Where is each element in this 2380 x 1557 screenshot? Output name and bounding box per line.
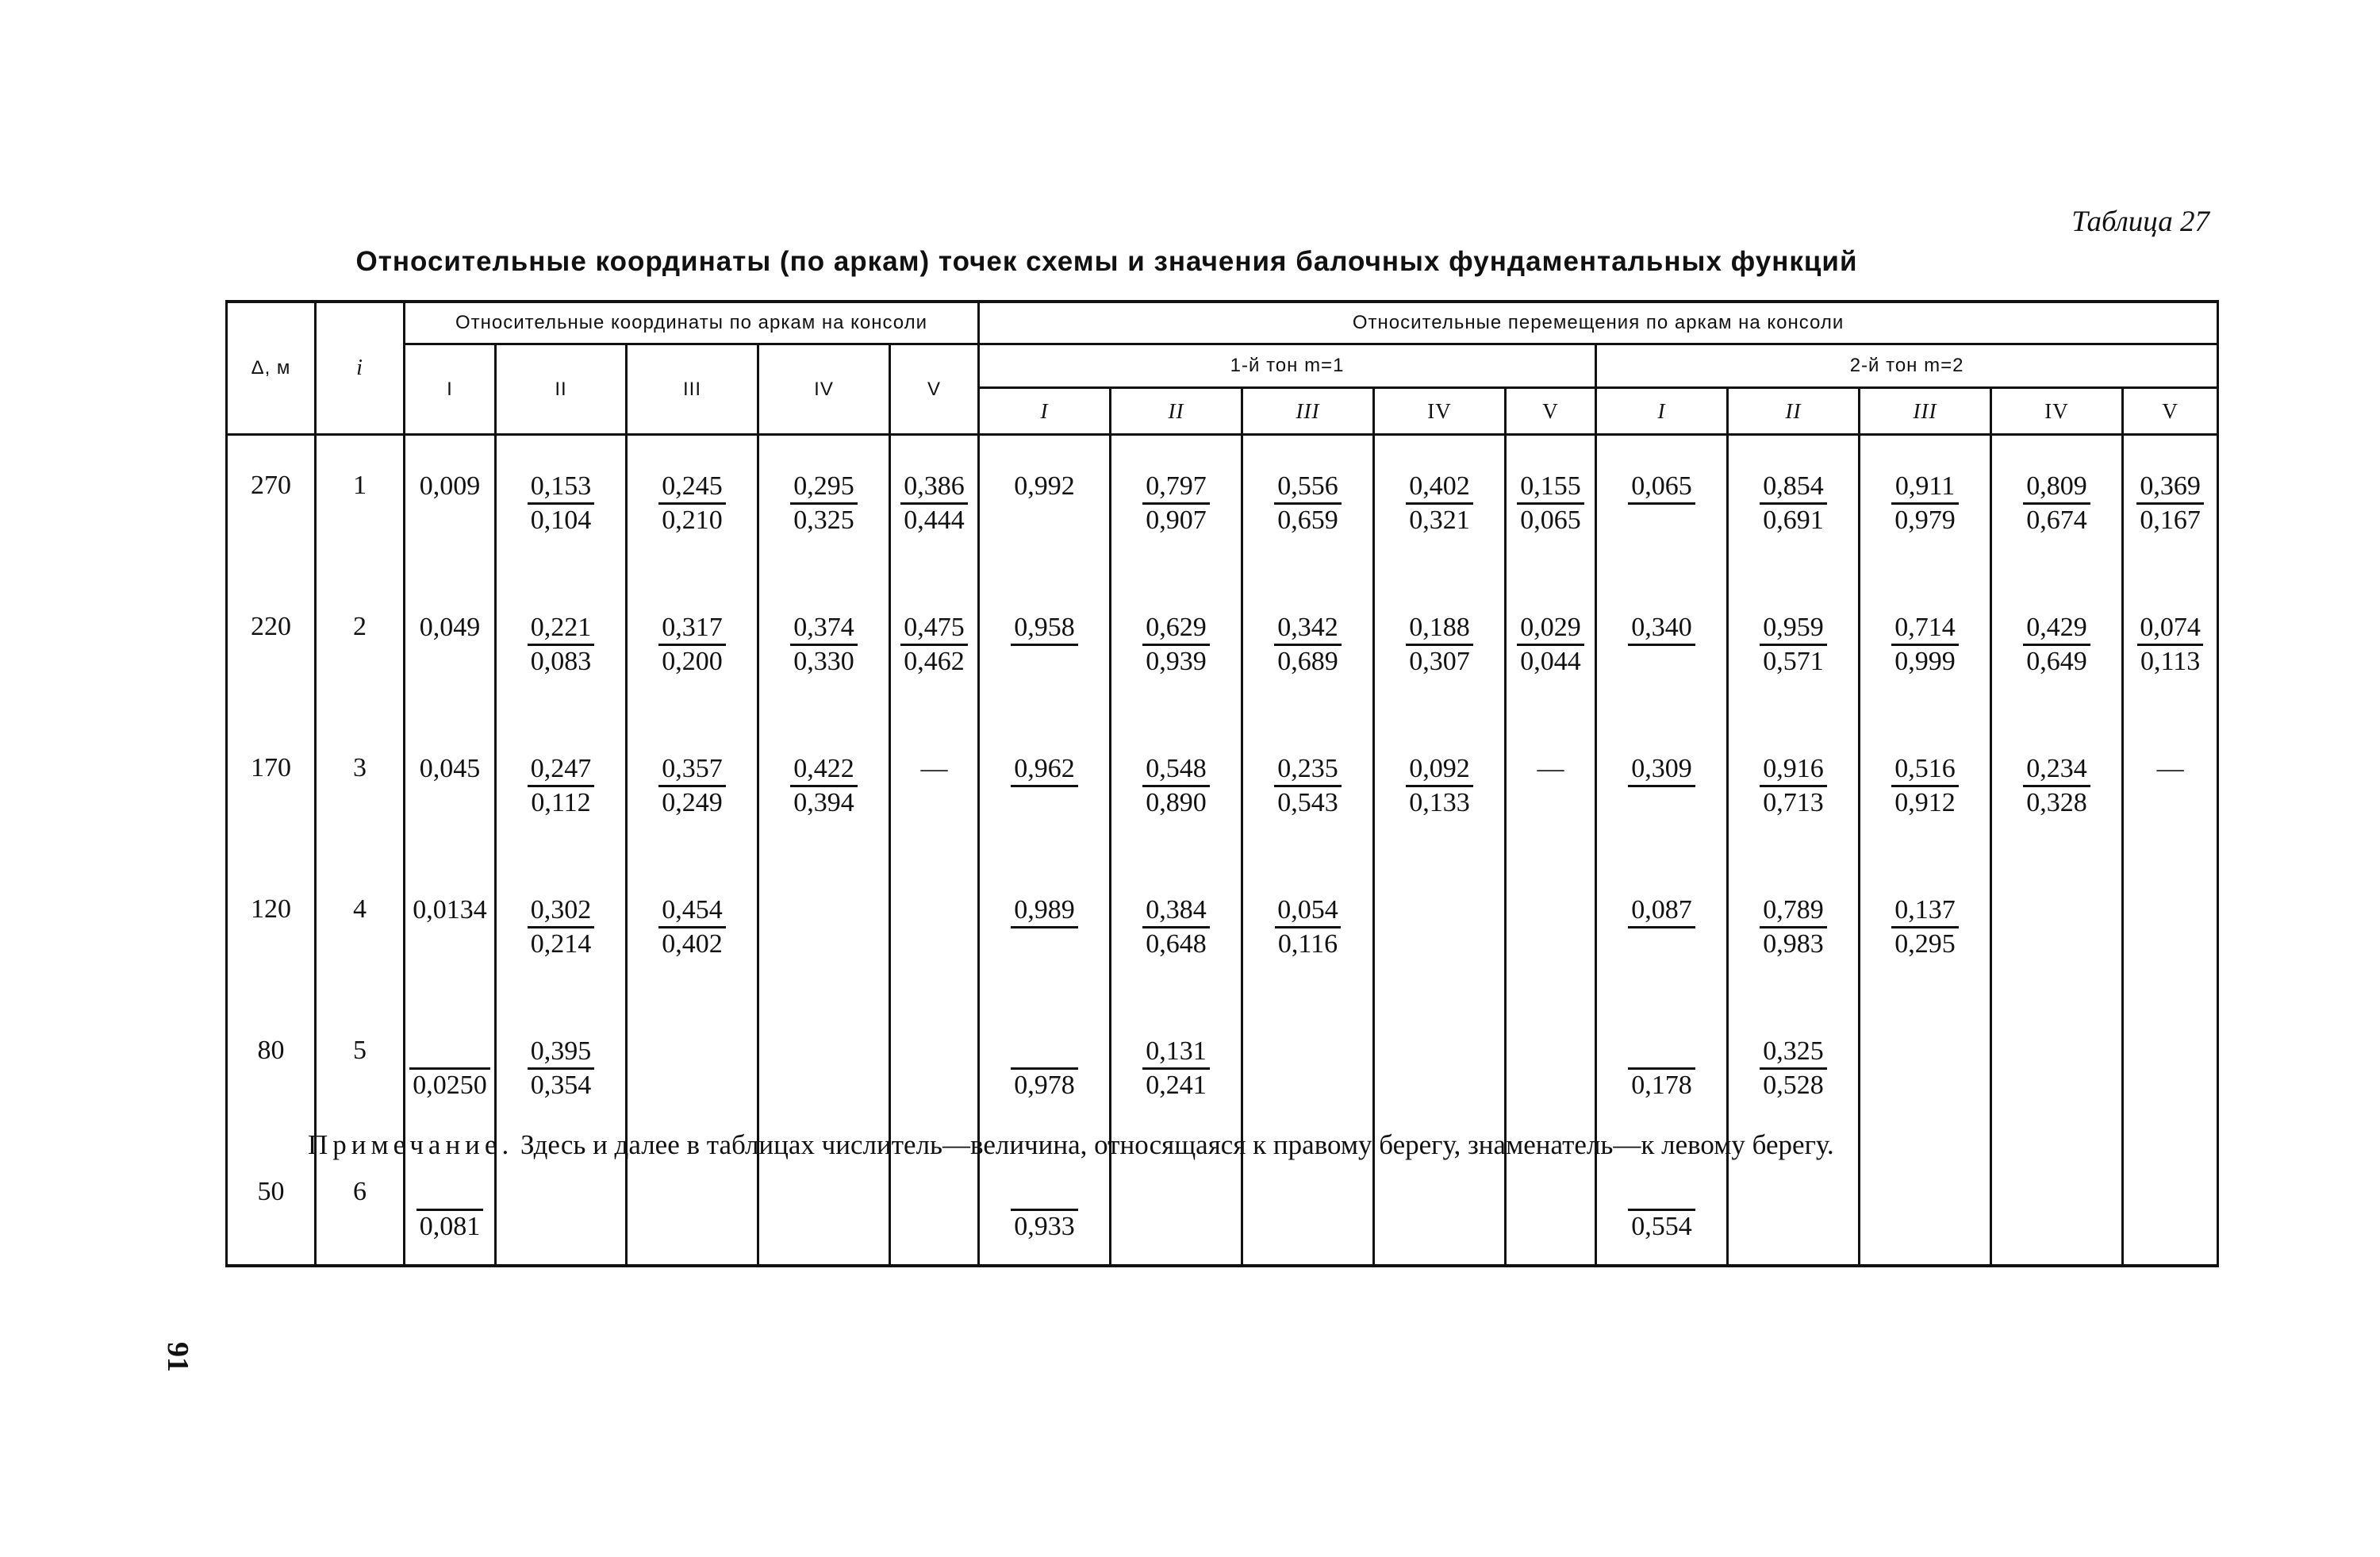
numerator: 0,962 xyxy=(1011,753,1078,787)
header-tone1-arch: I xyxy=(979,388,1111,435)
cell-coords xyxy=(758,1147,890,1266)
fraction xyxy=(1760,753,1827,819)
header-coord-arch: I xyxy=(405,344,496,435)
cell-i: 2 xyxy=(316,582,405,723)
cell-coords xyxy=(405,582,496,723)
cell-tone2 xyxy=(1728,1005,1860,1147)
fraction xyxy=(1760,1036,1827,1101)
denominator: 0,912 xyxy=(1891,785,1959,819)
header-tone-2: 2-й тон m=2 xyxy=(1596,344,2218,388)
numerator-only xyxy=(1628,753,1695,787)
fraction xyxy=(528,471,595,536)
fraction xyxy=(528,1036,595,1101)
fraction xyxy=(2136,471,2204,536)
fraction xyxy=(2023,471,2090,536)
cell-i: 4 xyxy=(316,864,405,1005)
cell-coords xyxy=(627,435,758,582)
numerator: 0,454 xyxy=(662,895,723,925)
cell-tone1 xyxy=(979,723,1111,864)
fraction xyxy=(790,612,858,678)
numerator: 0,911 xyxy=(1894,471,1956,501)
numerator-only xyxy=(1628,612,1695,646)
fraction xyxy=(1142,753,1210,819)
cell-tone1 xyxy=(1374,723,1506,864)
cell-coords xyxy=(496,582,627,723)
numerator: 0,959 xyxy=(1763,613,1824,642)
denominator: 0,543 xyxy=(1274,785,1342,819)
cell-value: 0,992 xyxy=(1014,471,1075,501)
fraction xyxy=(1891,612,1959,678)
cell-i: 6 xyxy=(316,1147,405,1266)
denominator: 0,065 xyxy=(1517,502,1584,536)
numerator: 0,325 xyxy=(1763,1036,1824,1066)
denominator-only xyxy=(416,1177,484,1243)
numerator: 0,245 xyxy=(662,471,723,501)
cell-value: 0,045 xyxy=(419,754,481,783)
cell-tone1 xyxy=(1242,864,1374,1005)
numerator: 0,475 xyxy=(904,613,965,642)
fraction xyxy=(1517,471,1584,536)
cell-tone2 xyxy=(1991,1147,2123,1266)
cell-tone2 xyxy=(1860,1005,1991,1147)
cell-coords xyxy=(890,864,979,1005)
denominator: 0,554 xyxy=(1628,1209,1695,1243)
header-coord-arch: III xyxy=(627,344,758,435)
cell-coords xyxy=(890,435,979,582)
numerator: 0,247 xyxy=(530,754,592,783)
cell-tone2 xyxy=(1596,435,1728,582)
denominator: 0,112 xyxy=(528,785,593,819)
cell-coords xyxy=(890,582,979,723)
denominator: 0,979 xyxy=(1891,502,1959,536)
fraction xyxy=(1760,612,1827,678)
cell-tone1 xyxy=(1506,864,1596,1005)
cell-tone1 xyxy=(1111,1147,1242,1266)
denominator: 0,691 xyxy=(1760,502,1827,536)
denominator: 0,659 xyxy=(1274,502,1342,536)
cell-coords xyxy=(758,582,890,723)
numerator: 0,317 xyxy=(662,613,723,642)
table-row xyxy=(227,435,2218,582)
denominator-only xyxy=(1628,1177,1695,1243)
denominator-only xyxy=(409,1036,490,1101)
page-number: 91 xyxy=(161,1342,194,1372)
cell-tone1 xyxy=(1506,435,1596,582)
cell-value: 0,009 xyxy=(419,471,481,501)
denominator-only xyxy=(1628,1036,1695,1101)
footnote xyxy=(308,1129,2212,1161)
fraction xyxy=(900,471,968,536)
denominator: 0,295 xyxy=(1891,926,1959,960)
cell-coords xyxy=(627,864,758,1005)
cell-value: — xyxy=(1537,754,1564,783)
cell-tone1 xyxy=(1242,435,1374,582)
numerator: 0,548 xyxy=(1146,754,1207,783)
denominator: 0,402 xyxy=(658,926,726,960)
cell-tone2 xyxy=(1728,582,1860,723)
cell-tone1 xyxy=(1242,582,1374,723)
denominator: 0,116 xyxy=(1275,926,1341,960)
cell-tone2 xyxy=(2123,582,2218,723)
numerator: 0,087 xyxy=(1628,894,1695,928)
cell-tone2 xyxy=(2123,435,2218,582)
numerator: 0,809 xyxy=(2026,471,2087,501)
denominator: 0,133 xyxy=(1406,785,1473,819)
fraction xyxy=(528,894,595,960)
numerator: 0,065 xyxy=(1628,471,1695,505)
cell-delta: 80 xyxy=(227,1005,316,1147)
numerator: 0,989 xyxy=(1011,894,1078,928)
cell-coords xyxy=(405,435,496,582)
cell-delta: 220 xyxy=(227,582,316,723)
denominator: 0,200 xyxy=(658,644,726,678)
denominator: 0,978 xyxy=(1011,1067,1078,1101)
denominator: 0,354 xyxy=(528,1067,595,1101)
numerator-only xyxy=(1011,753,1078,787)
header-tone-1: 1-й тон m=1 xyxy=(979,344,1596,388)
cell-tone1 xyxy=(1242,1147,1374,1266)
header-coords-group: Относительные координаты по аркам на консоли xyxy=(405,302,979,344)
fraction xyxy=(1406,612,1473,678)
numerator: 0,357 xyxy=(662,754,723,783)
cell-tone1 xyxy=(1111,864,1242,1005)
cell-coords xyxy=(890,1005,979,1147)
numerator: 0,629 xyxy=(1146,613,1207,642)
cell-value: — xyxy=(2156,754,2184,783)
cell-delta: 50 xyxy=(227,1147,316,1266)
cell-coords xyxy=(890,723,979,864)
numerator: 0,714 xyxy=(1894,613,1956,642)
cell-delta: 120 xyxy=(227,864,316,1005)
numerator: 0,342 xyxy=(1277,613,1338,642)
denominator: 0,044 xyxy=(1517,644,1584,678)
denominator: 0,907 xyxy=(1142,502,1210,536)
numerator: 0,386 xyxy=(904,471,965,501)
denominator: 0,394 xyxy=(790,785,858,819)
header-coord-arch: V xyxy=(890,344,979,435)
header-displacements-group: Относительные перемещения по аркам на консоли xyxy=(979,302,2218,344)
fraction xyxy=(1274,894,1342,960)
cell-tone2 xyxy=(2123,1147,2218,1266)
denominator: 0,0250 xyxy=(409,1067,490,1101)
cell-tone1 xyxy=(1111,723,1242,864)
denominator-only xyxy=(1011,1036,1078,1101)
header-tone1-arch: II xyxy=(1111,388,1242,435)
fraction xyxy=(1274,753,1342,819)
cell-tone1 xyxy=(1506,582,1596,723)
cell-tone2 xyxy=(1991,864,2123,1005)
numerator-only xyxy=(1011,894,1078,928)
cell-tone2 xyxy=(1596,864,1728,1005)
numerator: 0,074 xyxy=(2140,613,2201,642)
denominator: 0,689 xyxy=(1274,644,1342,678)
cell-tone2 xyxy=(2123,1005,2218,1147)
cell-tone1 xyxy=(1506,1005,1596,1147)
numerator: 0,402 xyxy=(1409,471,1470,501)
cell-tone1 xyxy=(979,1147,1111,1266)
numerator: 0,137 xyxy=(1894,895,1956,925)
cell-tone1 xyxy=(1111,582,1242,723)
cell-tone1 xyxy=(979,582,1111,723)
fraction xyxy=(2136,612,2204,678)
header-tone2-arch: IV xyxy=(1991,388,2123,435)
denominator: 0,983 xyxy=(1760,926,1827,960)
fraction xyxy=(1142,894,1210,960)
fraction xyxy=(528,753,595,819)
denominator: 0,444 xyxy=(900,502,968,536)
denominator: 0,210 xyxy=(658,502,726,536)
numerator: 0,958 xyxy=(1011,612,1078,646)
denominator: 0,083 xyxy=(528,644,595,678)
cell-tone1 xyxy=(1111,435,1242,582)
denominator: 0,241 xyxy=(1142,1067,1210,1101)
header-tone1-arch: IV xyxy=(1374,388,1506,435)
cell-tone1 xyxy=(979,864,1111,1005)
cell-tone1 xyxy=(1506,723,1596,864)
numerator-only xyxy=(1628,471,1695,505)
cell-coords xyxy=(405,723,496,864)
header-tone1-arch: V xyxy=(1506,388,1596,435)
cell-tone2 xyxy=(1596,723,1728,864)
numerator-only xyxy=(1011,612,1078,646)
denominator: 0,321 xyxy=(1406,502,1473,536)
denominator-only xyxy=(1011,1177,1078,1243)
fraction xyxy=(1274,612,1342,678)
cell-coords xyxy=(496,1147,627,1266)
numerator: 0,395 xyxy=(530,1036,592,1066)
numerator: 0,153 xyxy=(530,471,592,501)
numerator: 0,429 xyxy=(2026,613,2087,642)
cell-coords xyxy=(758,435,890,582)
cell-tone2 xyxy=(1596,1005,1728,1147)
fraction xyxy=(900,612,968,678)
fraction xyxy=(1142,471,1210,536)
denominator: 0,167 xyxy=(2136,502,2204,536)
cell-value: — xyxy=(920,754,948,783)
denominator: 0,081 xyxy=(416,1209,484,1243)
coordinates-table xyxy=(225,300,2219,1267)
cell-tone1 xyxy=(1374,1147,1506,1266)
cell-tone1 xyxy=(1374,435,1506,582)
denominator: 0,571 xyxy=(1760,644,1827,678)
cell-coords xyxy=(496,723,627,864)
numerator-only xyxy=(1628,894,1695,928)
header-tone1-arch: III xyxy=(1242,388,1374,435)
cell-coords xyxy=(758,723,890,864)
cell-tone1 xyxy=(1374,864,1506,1005)
fraction xyxy=(658,612,726,678)
numerator: 0,092 xyxy=(1409,754,1470,783)
fraction xyxy=(658,894,726,960)
fraction xyxy=(658,753,726,819)
header-coord-arch: II xyxy=(496,344,627,435)
fraction xyxy=(1274,471,1342,536)
cell-i: 1 xyxy=(316,435,405,582)
fraction xyxy=(790,753,858,819)
denominator: 0,330 xyxy=(790,644,858,678)
cell-tone2 xyxy=(1991,1005,2123,1147)
cell-value: 0,049 xyxy=(419,613,481,642)
cell-tone1 xyxy=(1506,1147,1596,1266)
denominator: 0,649 xyxy=(2023,644,2090,678)
fraction xyxy=(528,612,595,678)
footnote-lead: Примечание. xyxy=(308,1129,514,1160)
numerator: 0,369 xyxy=(2140,471,2201,501)
fraction xyxy=(1406,753,1473,819)
header-tone2-arch: II xyxy=(1728,388,1860,435)
numerator: 0,235 xyxy=(1277,754,1338,783)
table-row xyxy=(227,864,2218,1005)
cell-tone2 xyxy=(1991,435,2123,582)
denominator: 0,328 xyxy=(2023,785,2090,819)
numerator: 0,384 xyxy=(1146,895,1207,925)
numerator: 0,309 xyxy=(1628,753,1695,787)
cell-tone2 xyxy=(1860,864,1991,1005)
cell-coords xyxy=(758,1005,890,1147)
cell-coords xyxy=(627,1005,758,1147)
cell-tone1 xyxy=(1242,1005,1374,1147)
cell-tone2 xyxy=(1728,864,1860,1005)
denominator: 0,325 xyxy=(790,502,858,536)
fraction xyxy=(1406,471,1473,536)
fraction xyxy=(1142,612,1210,678)
numerator: 0,422 xyxy=(793,754,854,783)
header-tone2-arch: I xyxy=(1596,388,1728,435)
table-title: Относительные координаты (по аркам) точек схемы и значения балочных фундаментальных функций xyxy=(355,246,1858,277)
cell-tone2 xyxy=(1991,582,2123,723)
fraction xyxy=(2023,753,2090,819)
cell-coords xyxy=(405,1005,496,1147)
cell-coords xyxy=(627,723,758,864)
fraction xyxy=(1891,894,1959,960)
table-row xyxy=(227,1147,2218,1266)
cell-coords xyxy=(405,864,496,1005)
denominator: 0,939 xyxy=(1142,644,1210,678)
cell-tone2 xyxy=(1728,435,1860,582)
denominator: 0,528 xyxy=(1760,1067,1827,1101)
cell-tone2 xyxy=(1860,1147,1991,1266)
denominator: 0,214 xyxy=(528,926,595,960)
numerator: 0,916 xyxy=(1763,754,1824,783)
cell-tone2 xyxy=(1991,723,2123,864)
numerator: 0,234 xyxy=(2026,754,2087,783)
cell-i: 5 xyxy=(316,1005,405,1147)
numerator: 0,516 xyxy=(1894,754,1956,783)
denominator: 0,674 xyxy=(2023,502,2090,536)
denominator: 0,462 xyxy=(900,644,968,678)
cell-coords xyxy=(758,864,890,1005)
cell-tone2 xyxy=(1860,435,1991,582)
cell-coords xyxy=(496,864,627,1005)
cell-tone2 xyxy=(1728,1147,1860,1266)
numerator: 0,854 xyxy=(1763,471,1824,501)
fraction xyxy=(1891,753,1959,819)
numerator: 0,374 xyxy=(793,613,854,642)
table-row xyxy=(227,582,2218,723)
denominator: 0,104 xyxy=(528,502,595,536)
fraction xyxy=(1142,1036,1210,1101)
denominator: 0,713 xyxy=(1760,785,1827,819)
cell-coords xyxy=(627,1147,758,1266)
table-row xyxy=(227,1005,2218,1147)
cell-tone2 xyxy=(2123,864,2218,1005)
table-row xyxy=(227,723,2218,864)
cell-delta: 270 xyxy=(227,435,316,582)
cell-coords xyxy=(496,435,627,582)
fraction xyxy=(790,471,858,536)
numerator: 0,302 xyxy=(530,895,592,925)
header-delta: Δ, м xyxy=(227,302,316,435)
numerator: 0,131 xyxy=(1146,1036,1207,1066)
cell-coords xyxy=(405,1147,496,1266)
cell-tone2 xyxy=(1728,723,1860,864)
header-i: i xyxy=(316,302,405,435)
numerator: 0,340 xyxy=(1628,612,1695,646)
numerator: 0,295 xyxy=(793,471,854,501)
denominator: 0,999 xyxy=(1891,644,1959,678)
fraction xyxy=(658,471,726,536)
numerator: 0,556 xyxy=(1277,471,1338,501)
fraction xyxy=(1517,612,1584,678)
table-label: Таблица 27 xyxy=(2071,206,2209,238)
numerator: 0,155 xyxy=(1520,471,1581,501)
cell-tone2 xyxy=(2123,723,2218,864)
denominator: 0,307 xyxy=(1406,644,1473,678)
numerator: 0,029 xyxy=(1520,613,1581,642)
cell-tone1 xyxy=(1374,582,1506,723)
header-tone2-arch: V xyxy=(2123,388,2218,435)
numerator: 0,789 xyxy=(1763,895,1824,925)
numerator: 0,054 xyxy=(1277,895,1338,925)
cell-tone1 xyxy=(1111,1005,1242,1147)
cell-coords xyxy=(627,582,758,723)
cell-tone1 xyxy=(1242,723,1374,864)
numerator: 0,797 xyxy=(1146,471,1207,501)
denominator: 0,890 xyxy=(1142,785,1210,819)
cell-tone1 xyxy=(979,435,1111,582)
cell-tone1 xyxy=(1374,1005,1506,1147)
cell-tone2 xyxy=(1596,1147,1728,1266)
footnote-text: Здесь и далее в таблицах числитель—величина, относящаяся к правому берегу, знаменатель—к левому берегу. xyxy=(513,1129,1834,1160)
denominator: 0,249 xyxy=(658,785,726,819)
fraction xyxy=(1891,471,1959,536)
cell-tone2 xyxy=(1860,723,1991,864)
header-coord-arch: IV xyxy=(758,344,890,435)
cell-tone2 xyxy=(1860,582,1991,723)
cell-delta: 170 xyxy=(227,723,316,864)
denominator: 0,178 xyxy=(1628,1067,1695,1101)
cell-tone1 xyxy=(979,1005,1111,1147)
cell-coords xyxy=(890,1147,979,1266)
cell-coords xyxy=(496,1005,627,1147)
cell-value: 0,0134 xyxy=(413,895,487,925)
cell-i: 3 xyxy=(316,723,405,864)
fraction xyxy=(1760,471,1827,536)
numerator: 0,188 xyxy=(1409,613,1470,642)
fraction xyxy=(2023,612,2090,678)
header-tone2-arch: III xyxy=(1860,388,1991,435)
denominator: 0,648 xyxy=(1142,926,1210,960)
denominator: 0,933 xyxy=(1011,1209,1078,1243)
fraction xyxy=(1760,894,1827,960)
numerator: 0,221 xyxy=(530,613,592,642)
denominator: 0,113 xyxy=(2137,644,2203,678)
cell-tone2 xyxy=(1596,582,1728,723)
